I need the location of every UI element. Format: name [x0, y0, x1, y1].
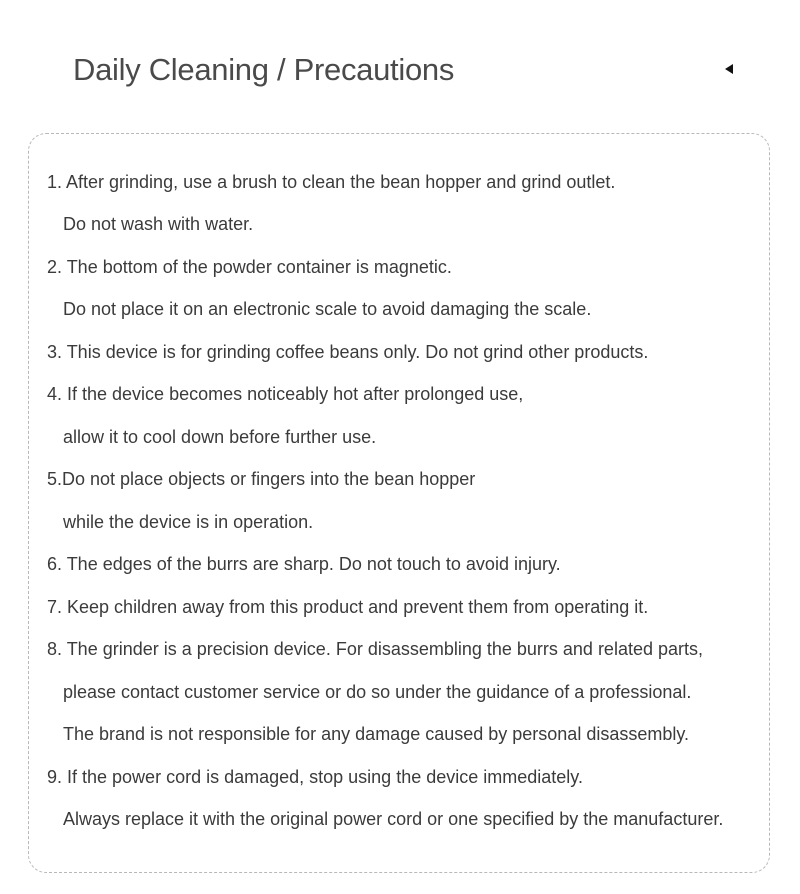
page-title: Daily Cleaning / Precautions [73, 52, 455, 87]
precaution-line: 1. After grinding, use a brush to clean the bean hopper and grind outlet. [47, 172, 616, 192]
triangle-left-icon [722, 62, 736, 76]
precaution-line: allow it to cool down before further use. [63, 427, 377, 447]
precautions-box [28, 133, 770, 873]
precaution-line: 2. The bottom of the powder container is magnetic. [47, 257, 452, 277]
precaution-line: Do not wash with water. [63, 214, 254, 234]
precaution-line: 7. Keep children away from this product and prevent them from operating it. [47, 597, 649, 617]
precaution-line: please contact customer service or do so under the guidance of a professional. [63, 682, 692, 702]
precaution-line: 9. If the power cord is damaged, stop using the device immediately. [47, 767, 583, 787]
precaution-line: 8. The grinder is a precision device. For disassembling the burrs and related parts, [47, 639, 703, 659]
precaution-line: while the device is in operation. [63, 512, 314, 532]
precaution-line: The brand is not responsible for any damage caused by personal disassembly. [63, 724, 690, 744]
precaution-line: Always replace it with the original power cord or one specified by the manufacturer. [63, 809, 724, 829]
precaution-line: Do not place it on an electronic scale to avoid damaging the scale. [63, 299, 592, 319]
precaution-line: 3. This device is for grinding coffee beans only. Do not grind other products. [47, 342, 649, 362]
collapse-toggle[interactable] [722, 62, 736, 76]
precaution-line: 4. If the device becomes noticeably hot after prolonged use, [47, 384, 524, 404]
precaution-line: 6. The edges of the burrs are sharp. Do not touch to avoid injury. [47, 554, 561, 574]
precaution-line: 5.Do not place objects or fingers into the bean hopper [47, 469, 476, 489]
